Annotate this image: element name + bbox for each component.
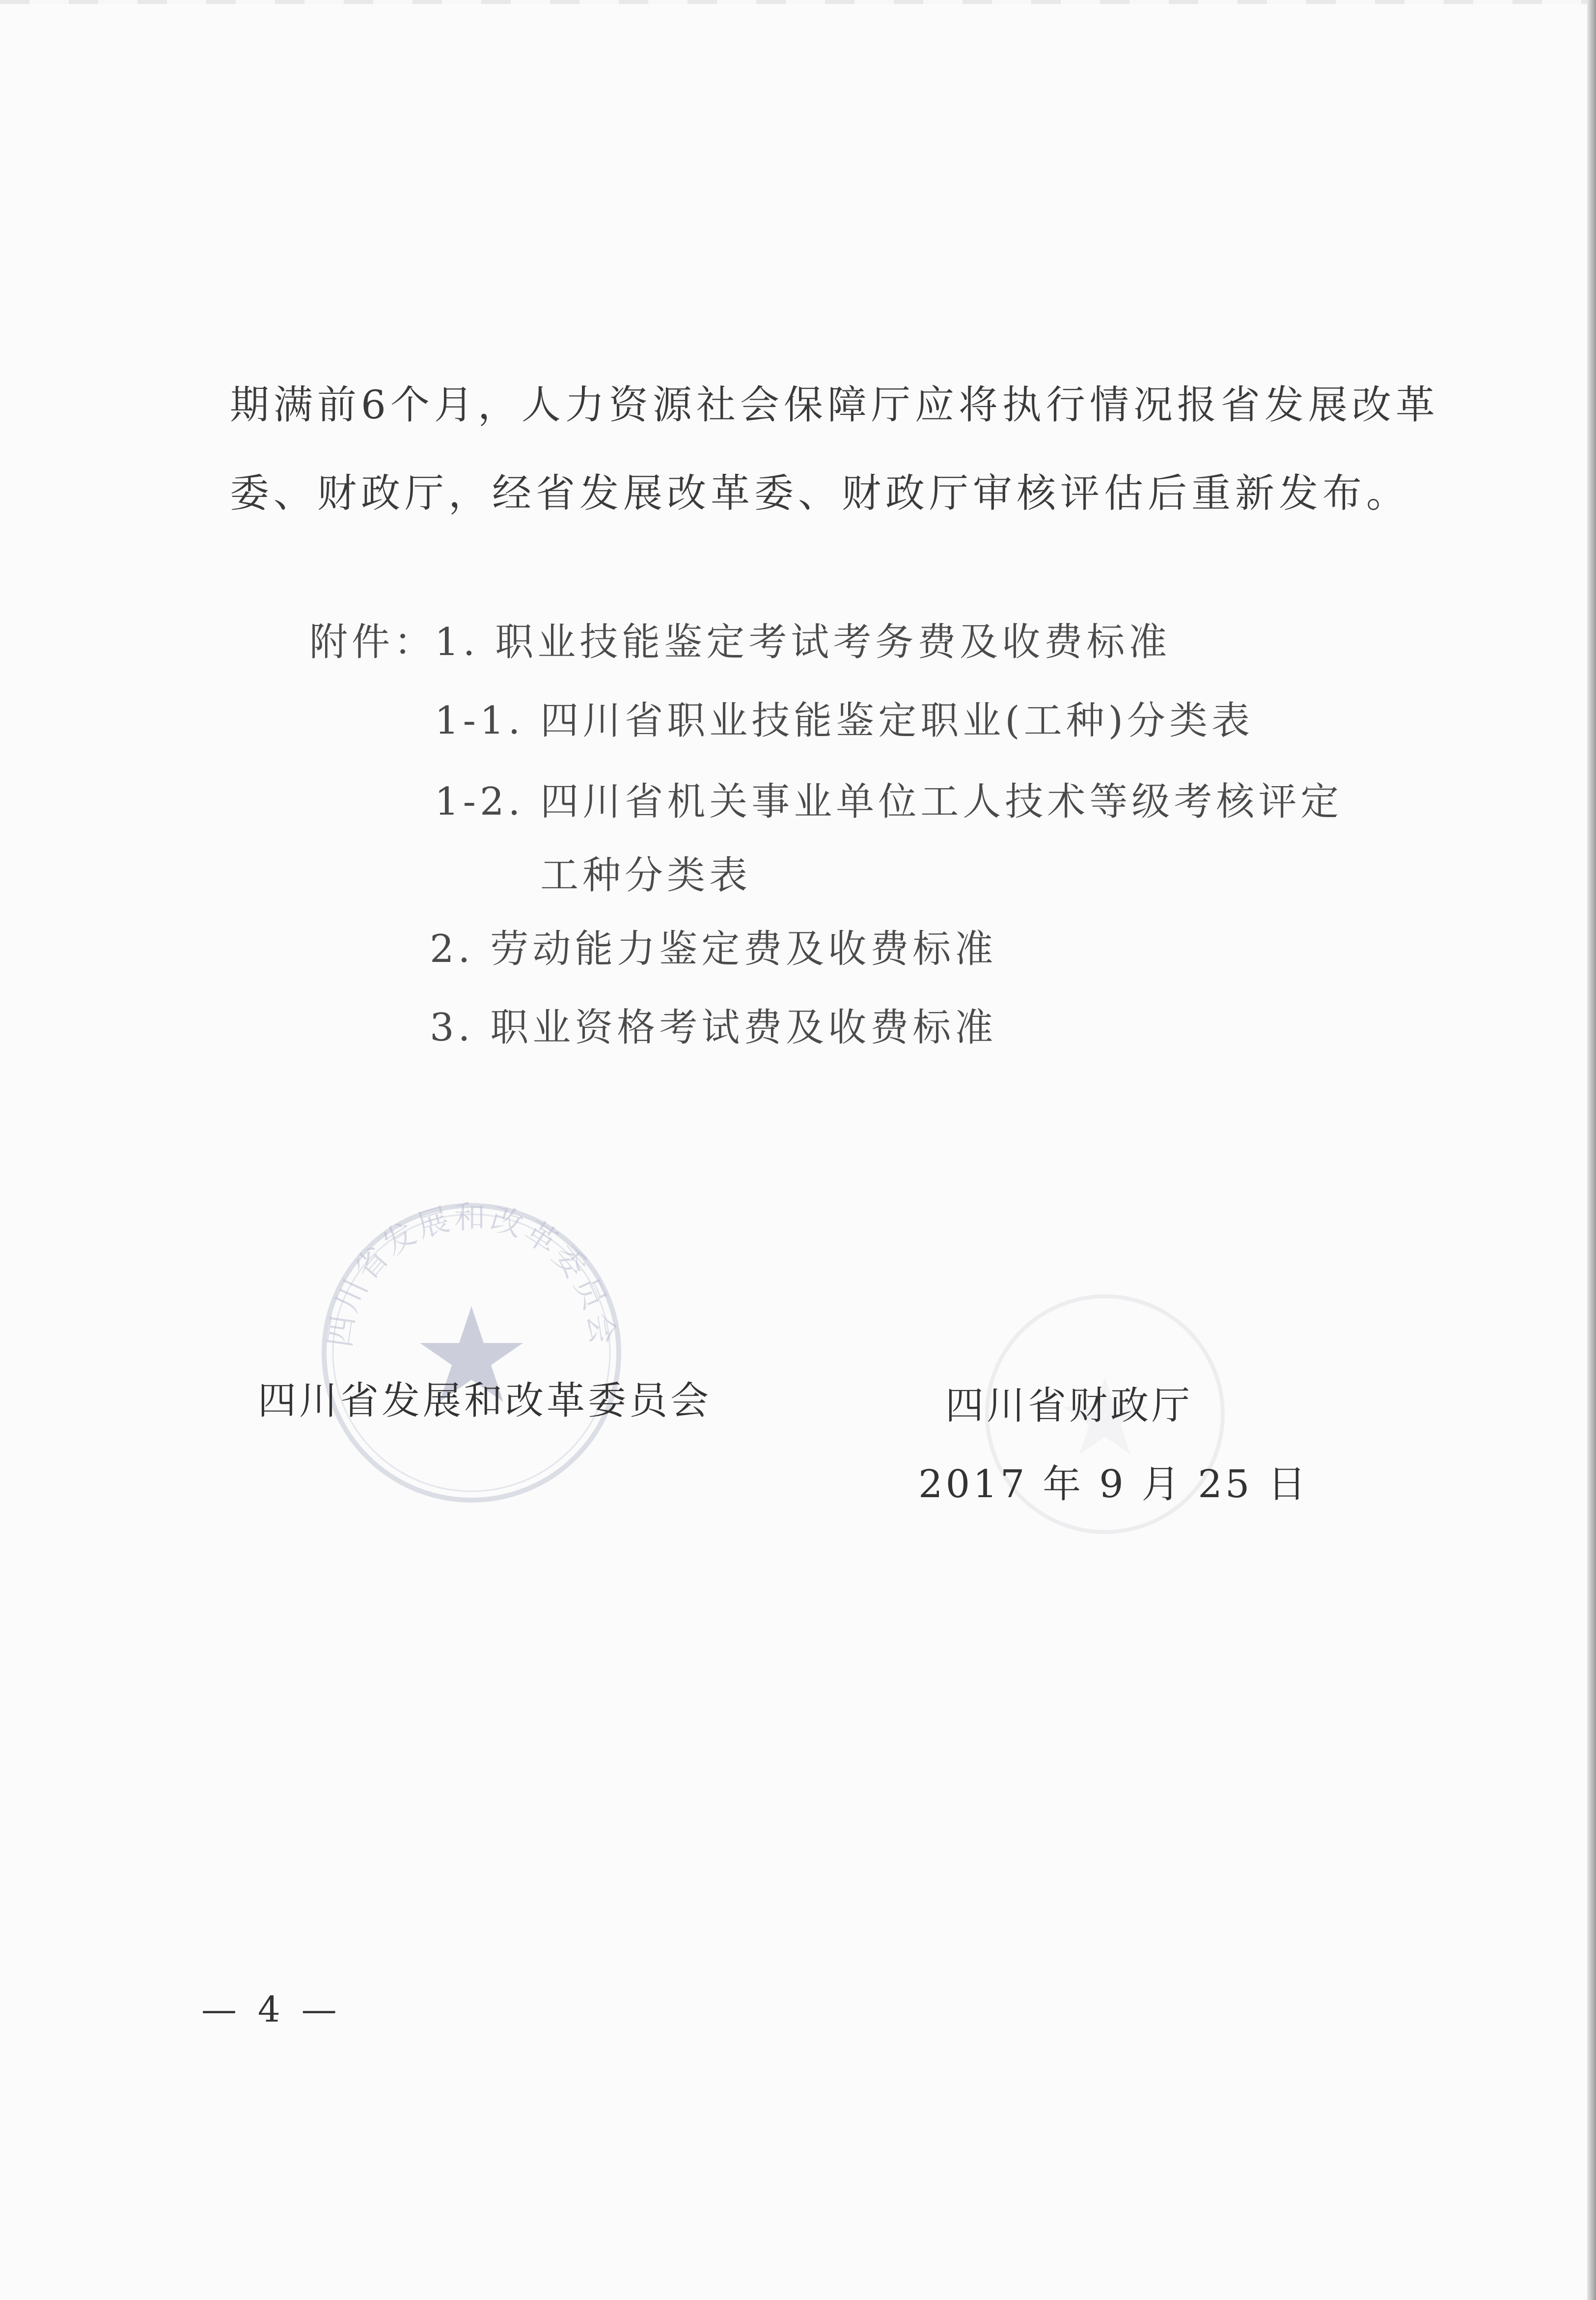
body-paragraph-line-2: 委、财政厅，经省发展改革委、财政厅审核评估后重新发布。 — [230, 470, 1410, 516]
body-paragraph-line-1: 期满前6个月，人力资源社会保障厅应将执行情况报省发展改革 — [230, 382, 1439, 428]
signature-date: 2017 年 9 月 25 日 — [918, 1462, 1309, 1506]
attachment-item-1: 1. 职业技能鉴定考试考务费及收费标准 — [435, 620, 1171, 664]
attachment-item-1-2-continued: 工种分类表 — [540, 853, 752, 898]
official-seal-left — [314, 1196, 629, 1510]
attachments-label: 附件： — [309, 620, 437, 664]
attachment-item-2: 2. 劳动能力鉴定费及收费标准 — [430, 927, 997, 971]
scan-edge-top — [0, 0, 1596, 4]
signature-ndrc: 四川省发展和改革委员会 — [258, 1379, 712, 1423]
scan-edge-right — [1587, 0, 1596, 2300]
attachment-item-1-2: 1-2. 四川省机关事业单位工人技术等级考核评定 — [435, 780, 1343, 824]
page-number: — 4 — — [201, 1989, 342, 2030]
svg-text:四川省发展和改革委员会: 四川省发展和改革委员会 — [322, 1199, 621, 1350]
attachment-item-3: 3. 职业资格考试费及收费标准 — [430, 1006, 997, 1050]
signature-finance-dept: 四川省财政厅 — [945, 1384, 1193, 1428]
attachment-item-1-1: 1-1. 四川省职业技能鉴定职业(工种)分类表 — [435, 699, 1254, 743]
